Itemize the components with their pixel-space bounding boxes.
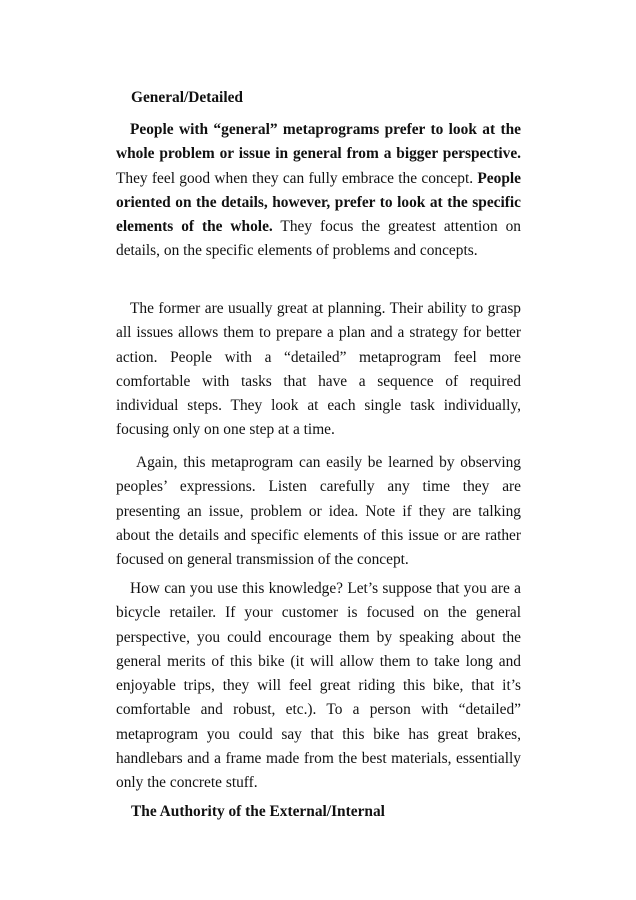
paragraph-1-text-a: They feel good when they can fully embrace the concept. <box>116 169 478 187</box>
section-heading-general-detailed: General/Detailed <box>131 89 243 106</box>
bold-sentence-general: People with “general” metaprograms prefer to look at the whole problem or issue in general from a bigger perspective. <box>116 121 521 163</box>
paragraph-4: How can you use this knowledge? Let’s suppose that you are a bicycle retailer. If your customer is focused on the general perspective, you could encourage them by speaking about the general merits of this bike (it will allow them to take long and enjoyable trips, they will feel great riding this bike, that it’s comfortable and robust, etc.). To a person with “detailed” metaprogram you could say that this bike has great brakes, handlebars and a frame made from the best materials, essentially only the concrete stuff. <box>116 580 521 792</box>
section-heading-authority: The Authority of the External/Internal <box>131 803 385 820</box>
paragraph-1 <box>116 118 521 264</box>
paragraph-2: The former are usually great at planning. Their ability to grasp all issues allows them to prepare a plan and a strategy for better action. People with a “detailed” metaprogram feel more comfortable with tasks that have a sequence of required individual steps. They look at each single task individually, focusing only on one step at a time. <box>116 300 521 439</box>
paragraph-1-text-b: They focus the greatest attention on details, on the specific elements of problems and concepts. <box>116 218 522 260</box>
bold-sentence-details: People oriented on the details, however, prefer to look at the specific elements of the whole. <box>116 169 521 236</box>
paragraph-3: Again, this metaprogram can easily be learned by observing peoples’ expressions. Listen carefully any time they are presenting an issue, problem or idea. Note if they are talking about the details and specific elements of this issue or are rather focused on general transmission of the concept. <box>116 454 521 569</box>
